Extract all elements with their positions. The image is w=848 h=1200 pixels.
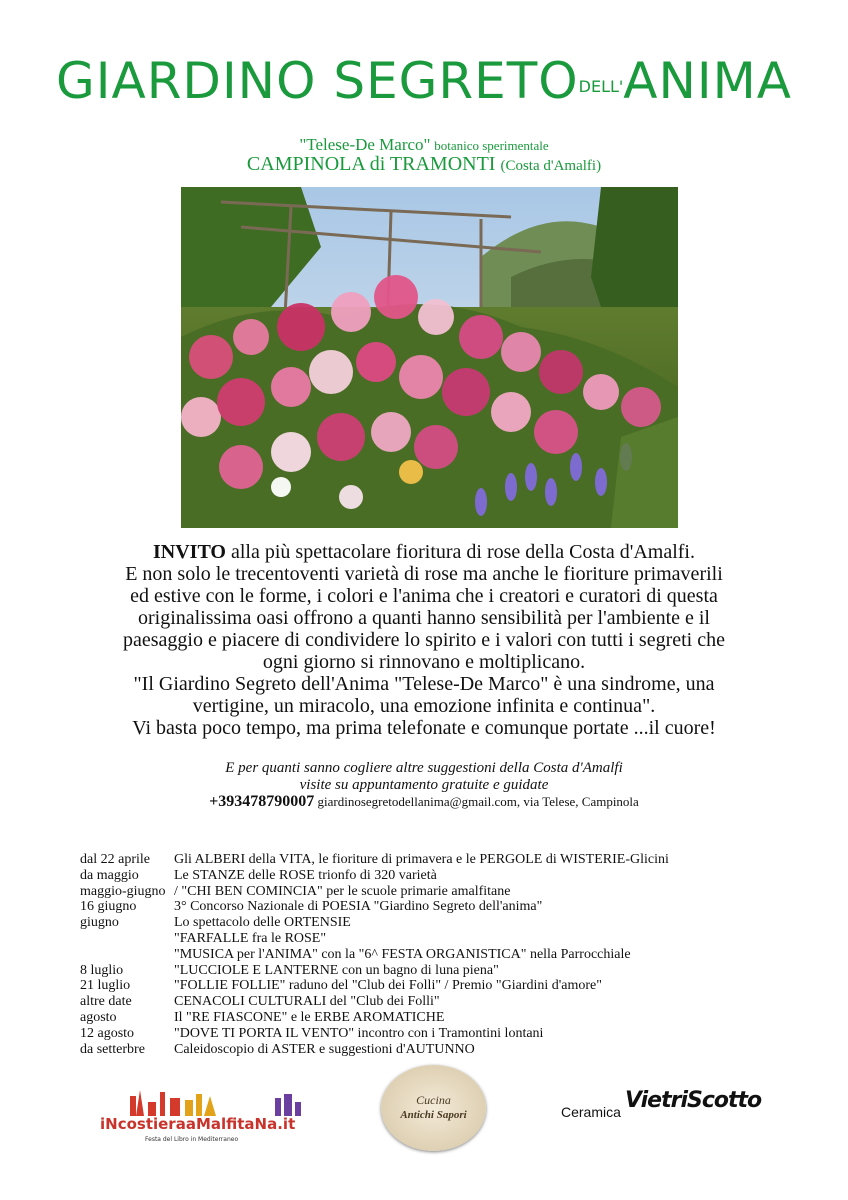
schedule-event: Le STANZE delle ROSE trionfo di 320 varietà <box>174 867 437 883</box>
schedule-event: "LUCCIOLE E LANTERNE con un bagno di luna piena" <box>174 962 499 978</box>
schedule-event: CENACOLI CULTURALI del "Club dei Folli" <box>174 994 440 1010</box>
cucina-antichi-sapori-logo <box>381 1065 486 1151</box>
contact-info <box>80 793 768 811</box>
schedule-date: da maggio <box>80 867 139 883</box>
schedule-date: 21 luglio <box>80 978 131 994</box>
invito-line2: E non solo le trecentoventi varietà di rose ma anche le fioriture primaverili <box>125 563 723 585</box>
schedule-date: 16 giugno <box>80 899 137 915</box>
schedule-event: Gli ALBERI della VITA, le fioriture di primavera e le PERGOLE di WISTERIE-Glicini <box>174 852 669 867</box>
sponsor-logos <box>0 1060 848 1160</box>
invito-line1: alla più spettacolare fioritura di rose della Costa d'Amalfi. <box>225 541 695 563</box>
schedule-date: 12 agosto <box>80 1025 135 1041</box>
location-main: CAMPINOLA di TRAMONTI <box>246 153 496 175</box>
suggestions-line1: E per quanti sanno cogliere altre suggestioni della Costa d'Amalfi <box>225 760 623 776</box>
schedule-row <box>80 852 800 868</box>
logo-right-ceramica: Ceramica <box>561 1104 621 1120</box>
schedule-date: agosto <box>80 1009 117 1025</box>
logo-left-sub: Festa del Libro in Mediterraneo <box>145 1136 239 1143</box>
incostiera-amalfitana-logo <box>100 1084 330 1144</box>
schedule-event: "DOVE TI PORTA IL VENTO" incontro con i Tramontini lontani <box>174 1025 544 1041</box>
schedule-row <box>80 868 800 884</box>
title-dell: DELL' <box>578 77 624 96</box>
schedule-date: 8 luglio <box>80 962 124 978</box>
page-title <box>0 52 848 110</box>
schedule-date: dal 22 aprile <box>80 852 150 867</box>
phone-number[interactable]: +393478790007 <box>209 793 315 810</box>
schedule-event: Il "RE FIASCONE" e le ERBE AROMATICHE <box>174 1009 445 1025</box>
subtitle-quote: "Telese-De Marco" <box>299 135 431 154</box>
schedule-event: Lo spettacolo delle ORTENSIE <box>174 915 351 931</box>
location-sub: (Costa d'Amalfi) <box>500 158 602 174</box>
logo-right-brand: VietriScotto <box>625 1088 762 1113</box>
schedule-row <box>80 899 800 915</box>
schedule-event: "MUSICA per l'ANIMA" con la "6^ FESTA ORGANISTICA" nella Parrocchiale <box>174 946 631 962</box>
title-anima: ANIMA <box>623 52 792 110</box>
invito-line6: ogni giorno si rinnovano e moltiplicano. <box>262 651 586 673</box>
invito-line7: "Il Giardino Segreto dell'Anima "Telese-De Marco" è una sindrome, una <box>133 673 715 695</box>
schedule-row <box>80 947 800 963</box>
schedule-event: / "CHI BEN COMINCIA" per le scuole primarie amalfitane <box>174 883 511 899</box>
schedule-row <box>80 978 800 994</box>
suggestions-text <box>80 760 768 794</box>
subtitle-desc: botanico sperimentale <box>434 138 549 153</box>
subtitle-botanic <box>0 135 848 155</box>
schedule-date: giugno <box>80 915 119 931</box>
title-main: GIARDINO SEGRETO <box>56 52 579 110</box>
schedule-row <box>80 884 800 900</box>
events-schedule <box>80 852 800 1057</box>
invito-line4: originalissima oasi offrono a quanti hanno sensibilità per l'ambiente e il <box>138 607 710 629</box>
schedule-row <box>80 1010 800 1026</box>
schedule-row <box>80 931 800 947</box>
schedule-row <box>80 994 800 1010</box>
garden-photo <box>181 187 678 528</box>
schedule-row <box>80 1042 800 1058</box>
ceramica-vietri-scotto-logo <box>558 1086 762 1126</box>
schedule-event: "FOLLIE FOLLIE" raduno del "Club dei Folli" / Premio "Giardini d'amore" <box>174 978 602 994</box>
schedule-event: "FARFALLE fra le ROSE" <box>174 930 327 946</box>
invito-line3: ed estive con le forme, i colori e l'anima che i creatori e curatori di questa <box>130 585 718 607</box>
suggestions-line2: visite su appuntamento gratuite e guidate <box>299 777 549 793</box>
schedule-event: 3° Concorso Nazionale di POESIA "Giardino Segreto dell'anima" <box>174 899 543 915</box>
schedule-event: Caleidoscopio di ASTER e suggestioni d'AUTUNNO <box>174 1041 475 1057</box>
schedule-date: altre date <box>80 994 132 1010</box>
invito-lead: INVITO <box>152 541 226 563</box>
schedule-date: da setterbre <box>80 1041 145 1057</box>
invitation-text <box>30 541 818 739</box>
schedule-row <box>80 963 800 979</box>
schedule-date: maggio-giugno <box>80 883 166 899</box>
contact-details: giardinosegretodellanima@gmail.com, via Telese, Campinola <box>314 794 639 809</box>
invito-line8: vertigine, un miracolo, una emozione infinita e continua". <box>192 695 656 717</box>
invito-line9: Vi basta poco tempo, ma prima telefonate e comunque portate ...il cuore! <box>132 717 716 739</box>
subtitle-location <box>0 153 848 176</box>
schedule-row <box>80 1026 800 1042</box>
logo-left-name: iNcostieraaMalfitaNa.it <box>100 1115 296 1133</box>
invito-line5: paesaggio e piacere di condividere lo spirito e i valori con tutti i segreti che <box>122 629 725 651</box>
logo-mid-line2: Antichi Sapori <box>400 1109 467 1121</box>
schedule-row <box>80 915 800 931</box>
logo-mid-line1: Cucina <box>416 1093 451 1107</box>
